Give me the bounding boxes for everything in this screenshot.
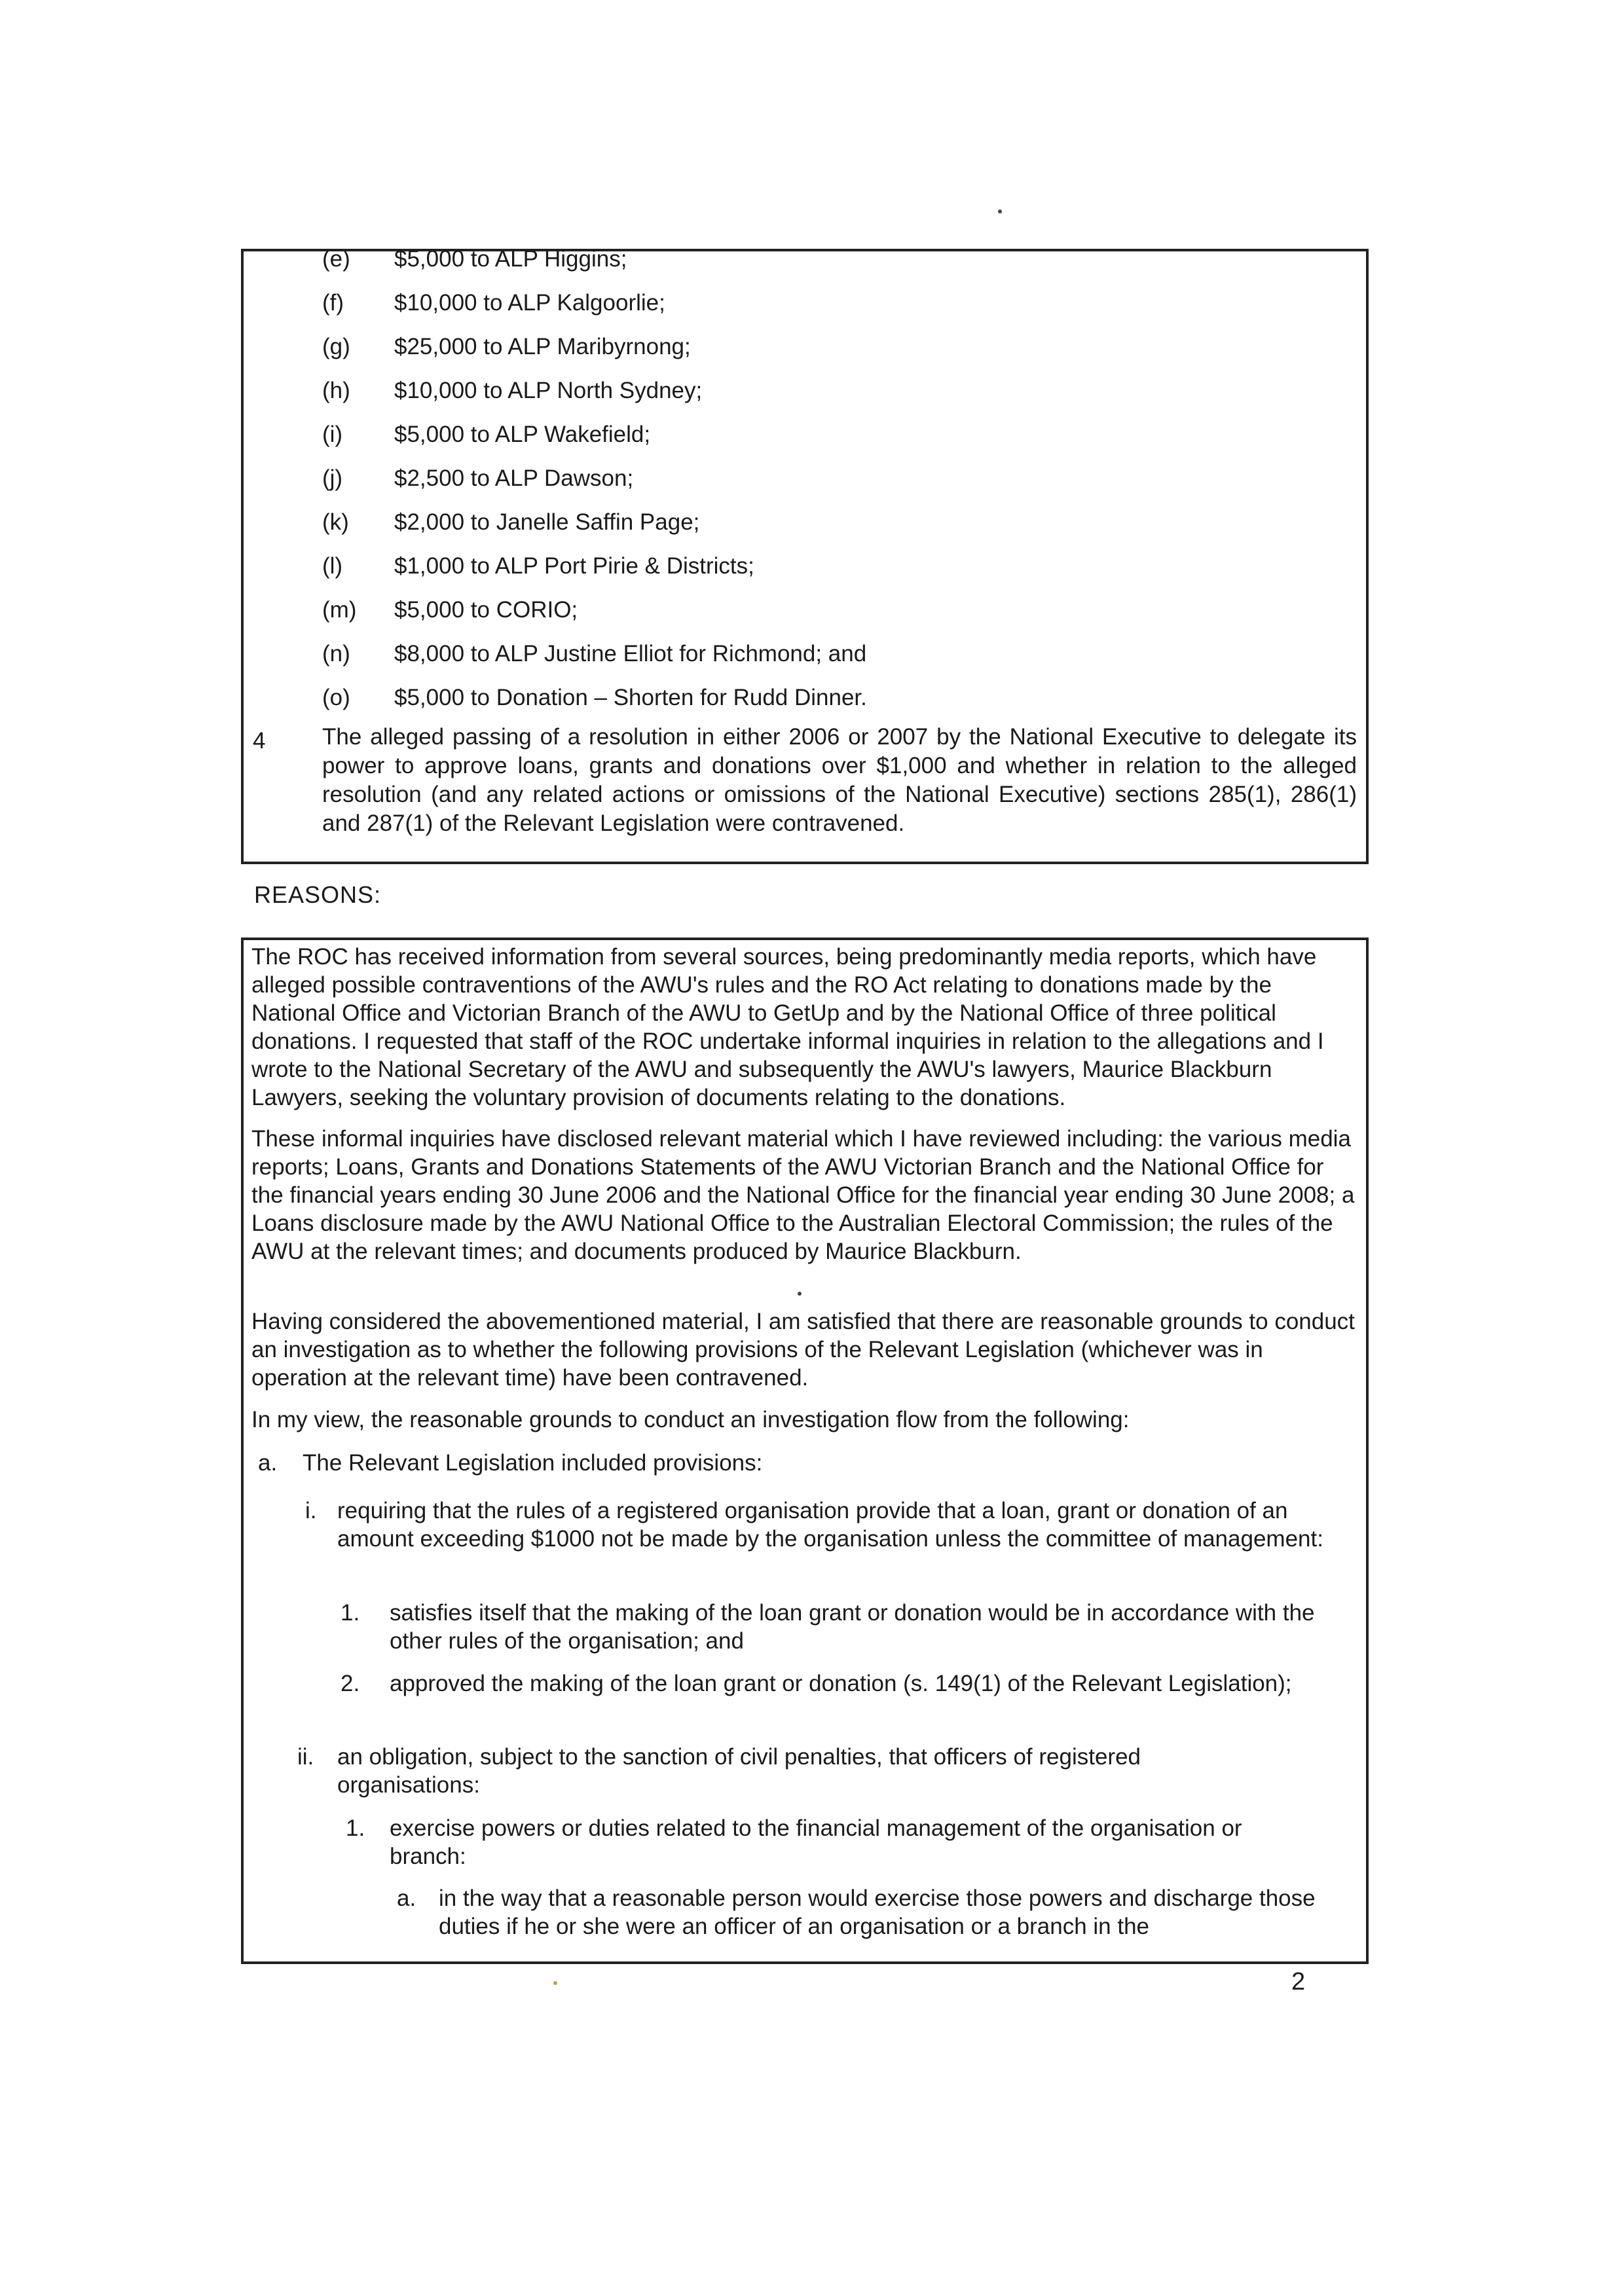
list-marker-a: a. — [258, 1450, 278, 1476]
list-item: (m) $5,000 to CORIO; — [322, 597, 578, 623]
provision-ii-text: an obligation, subject to the sanction of civil penalties, that officers of registered organisations: — [337, 1744, 1141, 1798]
scan-speck — [798, 1292, 802, 1296]
item-4-text: The alleged passing of a resolution in either 2006 or 2007 by the National Executive to delegate its power to approve loans, grants and donations over $1,000 and whether in relation to the alleged resolution (and any related actions or omissions of the National Executive) sections 285(1), 286(1) and 287(1) of the Relevant Legislation were contravened. — [322, 724, 1357, 836]
reasons-paragraph-1: The ROC has received information from several sources, being predominantly media reports, which have alleged possible contraventions of the AWU's rules and the RO Act relating to donations made by the National Office and Victorian Branch of the AWU to GetUp and by the National Office of three political donations. I requested that staff of the ROC undertake informal inquiries in relation to the allegations and I wrote to the National Secretary of the AWU and subsequently the AWU's lawyers, Maurice Blackburn Lawyers, seeking the voluntary provision of documents relating to the donations. — [251, 944, 1324, 1110]
list-item: (h) $10,000 to ALP North Sydney; — [322, 378, 703, 403]
list-item: (e) $5,000 to ALP Higgins; — [322, 246, 627, 272]
list-item: (o) $5,000 to Donation – Shorten for Rudd Dinner. — [322, 685, 867, 710]
reasons-paragraph-4: In my view, the reasonable grounds to conduct an investigation flow from the following: — [251, 1407, 1130, 1432]
reasons-paragraph-2: These informal inquiries have disclosed relevant material which I have reviewed including: the various media reports; Loans, Grants and Donations Statements of the AWU Victorian Branch and the National Office for the financial years ending 30 June 2006 and the National Office for the financial year ending 30 June 2008; a Loans disclosure made by the AWU National Office to the Australian Electoral Commission; the rules of the AWU at the relevant times; and documents produced by Maurice Blackburn. — [251, 1126, 1355, 1264]
item-4-number: 4 — [253, 728, 266, 754]
list-marker-i-1: 1. — [341, 1600, 360, 1626]
list-item: (k) $2,000 to Janelle Saffin Page; — [322, 509, 700, 535]
provision-i-1-text: satisfies itself that the making of the loan grant or donation would be in accordance with the other rules of the organisation; and — [390, 1600, 1315, 1654]
list-marker-i-2: 2. — [341, 1671, 360, 1696]
page-number: 2 — [1291, 1968, 1306, 1995]
list-item: (g) $25,000 to ALP Maribyrnong; — [322, 334, 691, 359]
scan-speck — [998, 210, 1002, 213]
provision-a-text: The Relevant Legislation included provisions: — [303, 1450, 763, 1476]
reasons-paragraph-3: Having considered the abovementioned material, I am satisfied that there are reasonable grounds to conduct an investigation as to whether the following provisions of the Relevant Legislation (whichever was in operation at the relevant time) have been contravened. — [251, 1309, 1355, 1391]
provision-ii-1-a-text: in the way that a reasonable person would exercise those powers and discharge those duties if he or she were an officer of an organisation or a branch in the — [439, 1886, 1316, 1939]
list-marker-ii: ii. — [297, 1744, 314, 1770]
list-item: (n) $8,000 to ALP Justine Elliot for Richmond; and — [322, 641, 867, 666]
scan-speck — [553, 1981, 557, 1985]
list-marker-i: i. — [305, 1498, 317, 1523]
list-item: (f) $10,000 to ALP Kalgoorlie; — [322, 290, 665, 316]
list-item: (i) $5,000 to ALP Wakefield; — [322, 422, 651, 447]
list-marker-ii-1: 1. — [346, 1815, 365, 1841]
provision-i-2-text: approved the making of the loan grant or donation (s. 149(1) of the Relevant Legislation); — [390, 1671, 1292, 1696]
list-marker-ii-1-a: a. — [397, 1886, 416, 1911]
provision-i-text: requiring that the rules of a registered organisation provide that a loan, grant or donation of an amount exceeding $1000 not be made by the organisation unless the committee of management: — [337, 1498, 1323, 1552]
provision-ii-1-text: exercise powers or duties related to the financial management of the organisation or branch: — [390, 1815, 1242, 1869]
reasons-heading: REASONS: — [254, 881, 382, 908]
list-item: (l) $1,000 to ALP Port Pirie & Districts; — [322, 553, 754, 579]
list-item: (j) $2,500 to ALP Dawson; — [322, 465, 634, 491]
